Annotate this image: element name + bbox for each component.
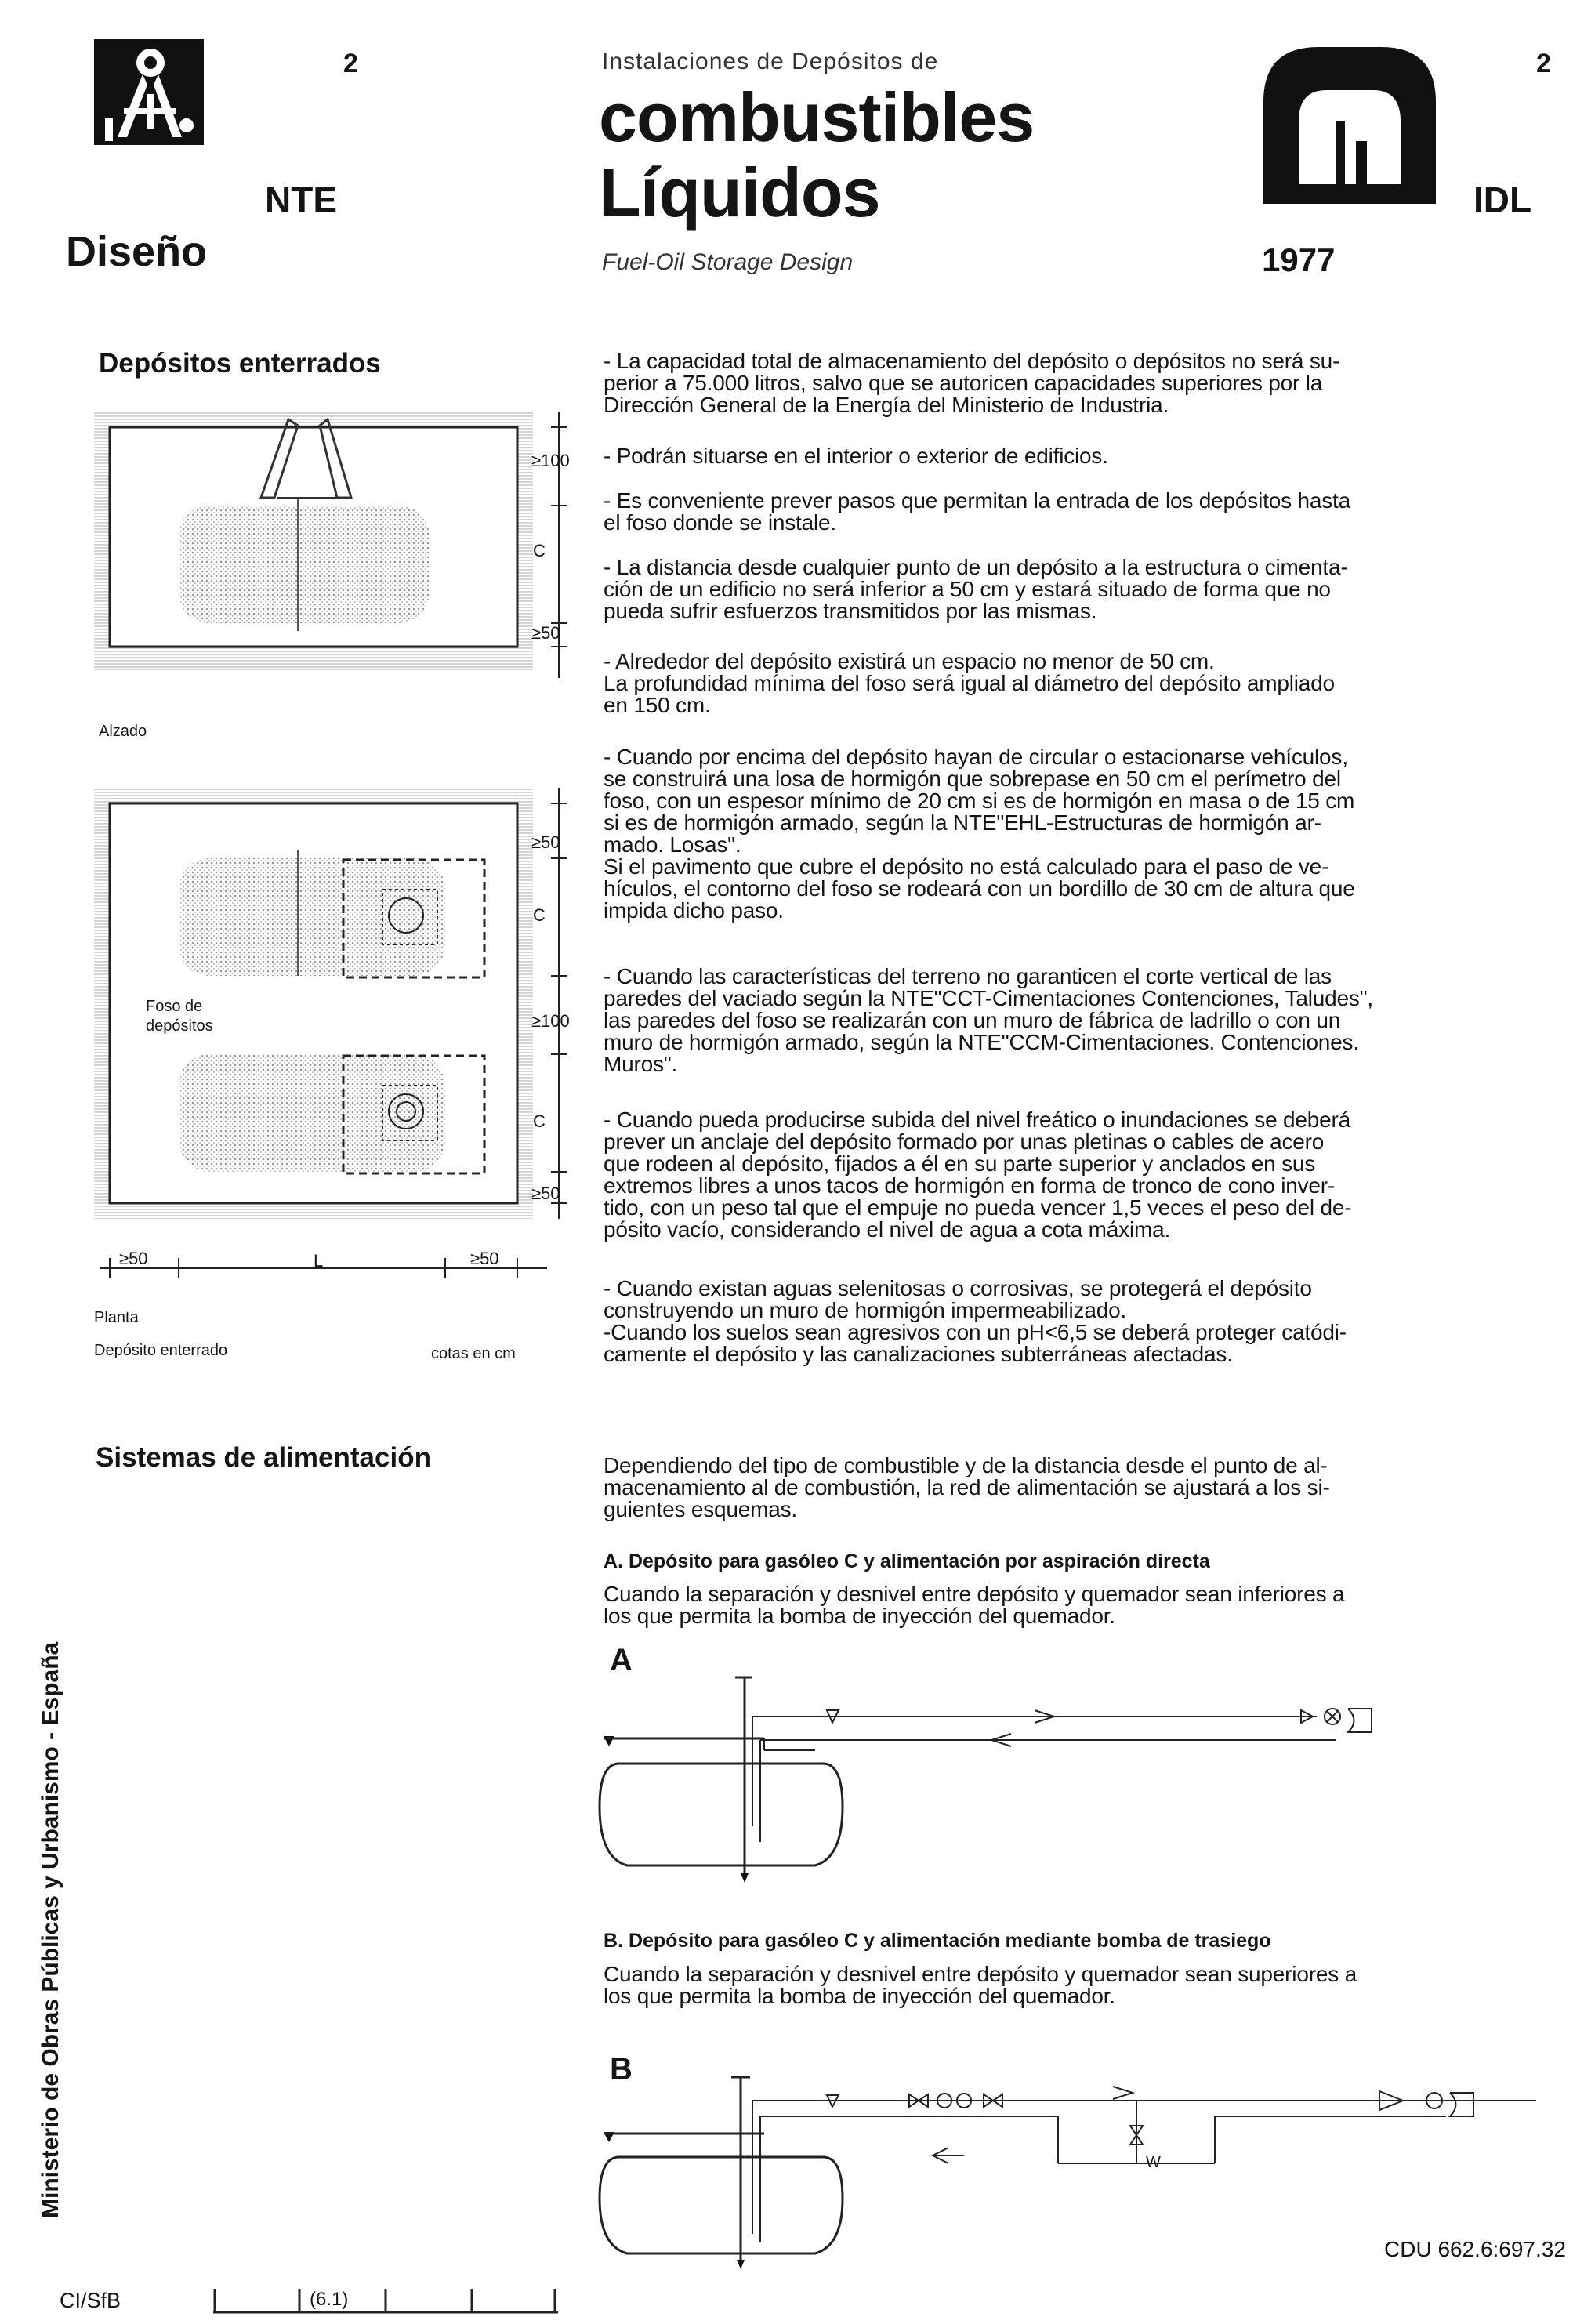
paragraph-1: - La capacidad total de almacenamiento del depósito o depósitos no será su- perior a 75.000 litros, salvo que se autoricen capacidades superiores por la Dirección General de la Energía del Ministerio de Industria.	[604, 349, 1340, 417]
subtitle: Fuel-Oil Storage Design	[602, 249, 854, 275]
title-line2: Líquidos	[599, 154, 880, 231]
nte-label: NTE	[265, 179, 337, 220]
dim-50-plan-bottom: ≥50	[531, 1184, 560, 1203]
figure-caption-right: cotas en cm	[431, 1345, 516, 1362]
dim-50-bottom-right: ≥50	[470, 1249, 499, 1268]
title-line1: combustibles	[599, 78, 1035, 156]
compass-logo-icon	[94, 39, 204, 145]
dim-c-plan-1: C	[533, 905, 546, 925]
cisfb-code-strip	[213, 2287, 558, 2314]
diseno-label: Diseño	[66, 228, 208, 275]
scheme-a-diagram	[596, 1662, 1568, 1920]
dim-50-plan-top: ≥50	[531, 832, 560, 852]
dim-100-plan: ≥100	[531, 1011, 570, 1031]
arch-logo-icon	[1263, 47, 1436, 204]
paragraph-7: - Cuando las características del terreno no garanticen el corte vertical de las paredes del vaciado según la NTE"CCT-Cimentaciones Contenciones, Taludes", las paredes del foso se realizarán con un muro de fábrica de ladrillo o con un muro de hormigón armado, según la NTE"CCM-Cimentaciones. Contenciones. Muros".	[604, 964, 1373, 1076]
dim-c-top: C	[533, 541, 546, 560]
dim-l-bottom: L	[314, 1251, 324, 1271]
paragraph-8: - Cuando pueda producirse subida del nivel freático o inundaciones se deberá prever un anclaje del depósito formado por unas pletinas o cables de acero que rodeen al depósito, fijados a él en su parte superior y anclados en sus extremos libres a unos tacos de hormigón en forma de tronco de cono inver- tido, con un peso tal que el empuje no pueda vencer 1,5 veces el peso del de- pósito vacío, considerando el nivel de agua a cota máxima.	[604, 1108, 1352, 1242]
elevation-view	[94, 412, 567, 678]
right-number: 2	[1536, 49, 1551, 78]
ministry-label: Ministerio de Obras Públicas y Urbanismo - España	[38, 1641, 63, 2218]
scheme-b-title: B. Depósito para gasóleo C y alimentación mediante bomba de trasiego	[604, 1930, 1271, 1952]
scheme-a-text: Cuando la separación y desnivel entre depósito y quemador sean inferiores a los que permita la bomba de inyección del quemador.	[604, 1582, 1345, 1628]
year: 1977	[1262, 241, 1336, 278]
idl-code: IDL	[1473, 179, 1532, 220]
alzado-label: Alzado	[99, 723, 147, 740]
pre-title: Instalaciones de Depósitos de	[602, 49, 939, 74]
dim-100-top: ≥100	[531, 451, 570, 470]
section2-heading: Sistemas de alimentación	[96, 1442, 431, 1473]
planta-label: Planta	[94, 1309, 139, 1326]
idl-logo	[1263, 47, 1436, 204]
paragraph-4: - La distancia desde cualquier punto de un depósito a la estructura o cimenta- ción de un edificio no será inferior a 50 cm y estará situado de forma que no pueda sufrir esfuerzos transmitidos por las mismas.	[604, 555, 1348, 623]
buried-tank-figure	[92, 396, 578, 1376]
dim-50-bottom-left: ≥50	[119, 1249, 148, 1268]
cisfb-code: (6.1)	[310, 2289, 349, 2310]
foso-label-1: Foso de	[146, 998, 203, 1015]
dim-50-top: ≥50	[531, 623, 560, 643]
section2-intro: Dependiendo del tipo de combustible y de la distancia desde el punto de al- macenamiento al de combustión, la red de alimentación se ajustará a los si- guientes esquemas.	[604, 1453, 1330, 1521]
scheme-b-w-label: W	[1146, 2154, 1161, 2171]
scheme-b-label: B	[610, 2052, 633, 2087]
scheme-b-text: Cuando la separación y desnivel entre depósito y quemador sean superiores a los que permita la bomba de inyección del quemador.	[604, 1962, 1357, 2008]
cisfb-label: CI/SfB	[60, 2289, 121, 2312]
section1-heading: Depósitos enterrados	[99, 348, 381, 379]
paragraph-5: - Alrededor del depósito existirá un espacio no menor de 50 cm. La profundidad mínima del foso será igual al diámetro del depósito ampliado en 150 cm.	[604, 649, 1335, 717]
left-number: 2	[343, 49, 358, 78]
scheme-a-label: A	[610, 1643, 633, 1677]
dim-c-plan-2: C	[533, 1111, 546, 1131]
figure-caption-left: Depósito enterrado	[94, 1342, 228, 1359]
nte-logo	[94, 39, 204, 145]
paragraph-9: - Cuando existan aguas selenitosas o corrosivas, se protegerá el depósito construyendo un muro de hormigón impermeabilizado. -Cuando los suelos sean agresivos con un pH<6,5 se deberá proteger catódi- camente el depósito y las canalizaciones subterráneas afectadas.	[604, 1276, 1347, 1366]
paragraph-6: - Cuando por encima del depósito hayan de circular o estacionarse vehículos, se construirá una losa de hormigón que sobrepase en 50 cm el perímetro del foso, con un espesor mínimo de 20 cm si es de hormigón en masa o de 15 cm si es de hormigón armado, según la NTE"EHL-Estructuras de hormigón ar- mado. Losas". Si el pavimento que cubre el depósito no está calculado para el paso de ve- hículos, el contorno del foso se rodeará con un bordillo de 30 cm de altura que impida dicho paso.	[604, 745, 1355, 923]
cdu-code: CDU 662.6:697.32	[1384, 2237, 1566, 2261]
paragraph-2: - Podrán situarse en el interior o exterior de edificios.	[604, 444, 1108, 468]
foso-label-2: depósitos	[146, 1017, 213, 1035]
scheme-a-title: A. Depósito para gasóleo C y alimentación por aspiración directa	[604, 1550, 1210, 1572]
paragraph-3: - Es conveniente prever pasos que permitan la entrada de los depósitos hasta el foso donde se instale.	[604, 488, 1350, 535]
